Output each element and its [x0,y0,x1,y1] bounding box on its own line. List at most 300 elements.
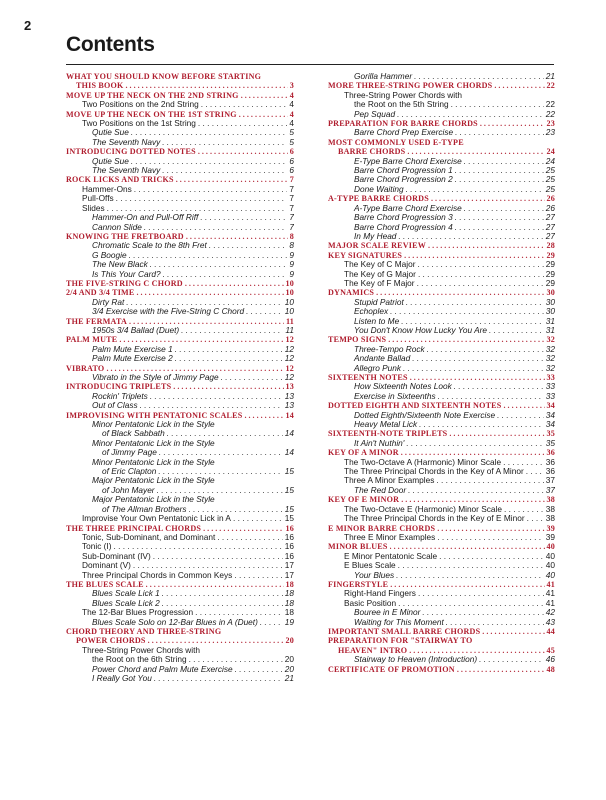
toc-entry [66,354,294,363]
toc-entry [66,157,294,166]
toc-heading [328,251,555,260]
toc-entry [328,561,555,570]
leader-dots [159,448,283,457]
toc-entry-title: TEMPO SIGNS [328,335,387,345]
leader-dots [464,204,544,213]
toc-entry-title: The Two-Octave A (Harmonic) Minor Scale [344,457,502,467]
toc-heading [328,288,555,297]
toc-entry-title: 2/4 AND 3/4 TIME [66,288,135,298]
leader-dots [489,326,544,335]
leader-dots [494,81,544,90]
leader-dots [114,542,283,551]
toc-entry-title: Allegro Punk [354,363,402,373]
toc-entry-title: Dominant (V) [82,561,131,571]
leader-dots [464,157,544,166]
toc-heading [328,194,555,203]
toc-entry [66,204,294,213]
toc-page-number: 31 [545,325,555,335]
toc-entry-title: the Root on the 6th String [92,655,187,665]
toc-entry-title: The Three Principal Chords in the Key of A Minor [344,467,524,477]
toc-heading [66,110,294,119]
toc-entry-title: It Ain't Nuthin' [354,438,405,448]
toc-entry-title: Pull-Offs [82,194,114,204]
toc-entry [66,119,294,128]
toc-entry-title: In My Head [354,231,397,241]
toc-page-number: 30 [546,288,555,298]
toc-heading [66,81,294,90]
toc-entry [328,100,555,109]
toc-entry [66,467,294,476]
toc-page-number: 6 [289,166,294,176]
toc-page-number: 12 [284,344,294,354]
toc-entry-title: 3/4 Exercise with the Five-String C Chord [92,307,245,317]
toc-entry [328,476,555,485]
leader-dots [396,571,544,580]
toc-page-number: 12 [285,363,294,373]
page-number: 2 [24,18,32,33]
toc-heading [66,524,294,533]
leader-dots [129,251,288,260]
toc-entry [328,411,555,420]
toc-entry [66,542,294,551]
toc-entry-title: Three E Minor Examples [344,532,436,542]
toc-page-number: 29 [545,278,555,288]
leader-dots [437,533,543,542]
toc-page-number: 41 [545,589,555,599]
toc-entry [66,618,294,627]
toc-page-number: 20 [284,664,294,674]
toc-entry [66,326,294,335]
toc-entry-title: Three-String Power Chords with [82,645,201,655]
toc-entry-title: HEAVEN" INTRO [338,645,408,655]
toc-entry-title: Blues Scale Lick 1 [92,589,160,599]
toc-page-number: 21 [545,72,555,81]
leader-dots [398,561,544,570]
toc-page-number: 19 [284,617,294,627]
toc-entry-title: MOST COMMONLY USED E-TYPE [328,137,464,147]
toc-entry [66,298,294,307]
leader-dots [154,674,283,683]
toc-entry [328,571,555,580]
toc-entry-title: Power Chord and Palm Mute Exercise [92,664,233,674]
toc-entry-title: THE FIVE-STRING C CHORD [66,278,183,288]
toc-entry-title: Echoplex [354,307,389,317]
toc-entry [66,345,294,354]
leader-dots [158,467,282,476]
toc-entry [66,505,294,514]
leader-dots [482,627,544,636]
leader-dots [221,373,283,382]
leader-dots [217,533,282,542]
toc-page-number: 16 [284,542,294,552]
toc-page-number: 23 [545,128,555,138]
toc-page-number: 43 [545,617,555,627]
leader-dots [408,486,544,495]
toc-entry [328,345,555,354]
toc-entry [328,655,555,664]
toc-page-number: 7 [289,222,294,232]
leader-dots [201,100,288,109]
toc-entry-title: The Three Principal Chords in the Key of E Minor [344,514,525,524]
toc-entry [66,401,294,410]
toc-page-number: 46 [545,655,555,665]
toc-entry-title: Three A Minor Examples [344,476,435,486]
toc-page-number: 7 [289,184,294,194]
toc-heading [328,646,555,655]
toc-entry-title: KEY SIGNATURES [328,250,403,260]
leader-dots [503,458,544,467]
toc-page-number: 12 [285,335,294,345]
toc-heading [328,335,555,344]
toc-entry-title: IMPORTANT SMALL BARRE CHORDS [328,626,481,636]
toc-entry [328,260,555,269]
toc-page-number: 29 [545,260,555,270]
leader-dots [133,561,283,570]
toc-entry [66,655,294,664]
toc-entry-title: The Key of F Major [344,278,415,288]
leader-dots [455,175,544,184]
toc-entry-title: CHORD THEORY AND THREE-STRING [66,626,222,636]
toc-page-number: 32 [545,363,555,373]
toc-entry [66,608,294,617]
toc-entry-title: Minor Pentatonic Lick in the Style [92,420,215,430]
toc-page-number: 11 [285,316,294,326]
toc-entry-title: SIXTEENTH-NOTE TRIPLETS [328,429,448,439]
toc-heading [66,91,294,100]
toc-entry-title: Dirty Rat [92,297,125,307]
toc-heading [328,241,555,250]
toc-entry-title: VIBRATO [66,363,105,373]
leader-dots [446,618,544,627]
toc-heading [328,373,555,382]
toc-page-number: 35 [546,429,555,439]
toc-page-number: 22 [545,100,555,110]
toc-entry-title: Barre Chord Progression 2 [354,175,453,185]
toc-page-number: 41 [545,598,555,608]
toc-page-number: 36 [546,448,555,458]
leader-dots [398,232,543,241]
toc-entry-title: The New Black [92,260,148,270]
toc-entry-title: Pep Squad [354,109,396,119]
toc-entry-title: PREPARATION FOR "STAIRWAY TO [328,636,473,646]
toc-page-number: 15 [284,514,294,524]
toc-heading [328,542,555,551]
toc-page-number: 13 [285,382,294,392]
leader-dots [401,495,544,504]
toc-entry-title: Gorilla Hammer [354,72,413,81]
title-rule [66,64,554,65]
leader-dots [503,401,544,410]
leader-dots [455,128,544,137]
toc-heading [328,665,555,674]
toc-heading [328,138,555,147]
leader-dots [131,128,287,137]
leader-dots [497,411,544,420]
leader-dots [390,580,544,589]
toc-page-number: 14 [285,410,294,420]
toc-entry-title: Is This Your Card? [92,269,161,279]
toc-entry [328,157,555,166]
toc-entry-title: MORE THREE-STRING POWER CHORDS [328,81,493,91]
leader-dots [390,542,545,551]
toc-entry-title: E-Type Barre Chord Exercise [354,156,462,166]
leader-dots [455,213,544,222]
toc-entry [328,166,555,175]
leader-dots [209,241,288,250]
toc-heading [66,147,294,156]
toc-page-number: 9 [289,269,294,279]
leader-dots [388,335,544,344]
toc-entry-title: Bouree in E Minor [354,608,421,618]
toc-entry-title: Andante Ballad [354,354,411,364]
toc-entry-title: E Blues Scale [344,561,396,571]
toc-page-number: 26 [545,203,555,213]
leader-dots [134,185,288,194]
leader-dots [451,100,544,109]
toc-page-number: 10 [284,307,294,317]
toc-entry-title: G Boogie [92,250,127,260]
toc-heading [328,401,555,410]
leader-dots [398,599,544,608]
toc-page-number: 23 [546,119,555,129]
toc-entry [66,571,294,580]
toc-page-number: 31 [545,316,555,326]
toc-entry [328,364,555,373]
toc-page-number: 39 [546,523,555,533]
toc-heading [328,81,555,90]
toc-entry [66,392,294,401]
toc-page-number: 4 [289,100,294,110]
toc-entry-title: Blues Scale Lick 2 [92,598,160,608]
toc-entry [66,458,294,467]
toc-entry-title: of Black Sabbath [102,429,165,439]
leader-dots [126,298,282,307]
toc-entry-title: Barre Chord Progression 1 [354,166,453,176]
toc-entry-title: MOVE UP THE NECK ON THE 1ST STRING [66,109,237,119]
toc-heading [66,636,294,645]
toc-page-number: 36 [545,467,555,477]
toc-entry-title: Minor Pentatonic Lick in the Style [92,438,215,448]
toc-entry-title: Palm Mute Exercise 1 [92,344,173,354]
toc-page-number: 26 [546,194,555,204]
toc-entry-title: Hammer-On and Pull-Off Riff [92,213,199,223]
toc-entry-title: Three-Tempo Rock [354,344,425,354]
toc-heading [328,147,555,156]
leader-dots [449,429,544,438]
toc-entry [328,317,555,326]
leader-dots [526,467,544,476]
toc-entry [66,307,294,316]
toc-page-number: 14 [284,429,294,439]
toc-page-number: 40 [545,561,555,571]
toc-page-number: 13 [284,401,294,411]
toc-entry [328,354,555,363]
toc-heading [66,627,294,636]
toc-entry-title: Barre Chord Prep Exercise [354,128,454,138]
leader-dots [186,232,288,241]
toc-page-number: 16 [284,551,294,561]
toc-page-number: 30 [545,297,555,307]
toc-page-number: 24 [545,156,555,166]
toc-entry [328,420,555,429]
toc-entry [328,533,555,542]
toc-page-number: 38 [546,495,555,505]
toc-entry-title: MINOR BLUES [328,542,388,552]
toc-entry-title: 1950s 3/4 Ballad (Duet) [92,325,180,335]
toc-heading [328,636,555,645]
toc-entry-title: E MINOR BARRE CHORDS [328,523,436,533]
toc-entry-title: of John Mayer [102,485,155,495]
toc-heading [66,317,294,326]
leader-dots [414,72,544,81]
toc-entry [328,458,555,467]
toc-entry [66,674,294,683]
toc-entry-title: Barre Chord Progression 3 [354,213,453,223]
toc-entry [66,260,294,269]
leader-dots [189,505,283,514]
toc-entry [328,382,555,391]
toc-entry-title: E Minor Pentatonic Scale [344,551,438,561]
toc-entry [66,439,294,448]
toc-page-number: 45 [546,645,555,655]
toc-page-number: 38 [545,504,555,514]
toc-page-number: 4 [289,119,294,129]
leader-dots [422,608,543,617]
leader-dots [419,420,544,429]
toc-heading [328,580,555,589]
toc-entry [66,589,294,598]
toc-entry [66,665,294,674]
toc-page-number: 29 [546,250,555,260]
toc-page-number: 5 [289,137,294,147]
toc-entry [328,552,555,561]
toc-entry-title: THE BLUES SCALE [66,579,144,589]
toc-entry [328,326,555,335]
toc-page-number: 12 [284,354,294,364]
toc-right-column [328,72,555,674]
toc-entry-title: Listen to Me [354,316,400,326]
toc-entry-title: DYNAMICS [328,288,375,298]
toc-entry [328,514,555,523]
toc-entry [328,298,555,307]
leader-dots [181,326,283,335]
leader-dots [397,110,544,119]
toc-entry-title: Your Blues [354,570,395,580]
toc-entry-title: Rockin' Triplets [92,391,148,401]
leader-dots [376,288,544,297]
toc-entry-title: Tonic, Sub-Dominant, and Dominant [82,532,216,542]
toc-page-number: 40 [545,570,555,580]
toc-page-number: 12 [284,373,294,382]
toc-entry-title: FINGERSTYLE [328,579,389,589]
toc-page-number: 36 [545,457,555,467]
leader-dots [148,636,284,645]
toc-page-number: 13 [284,391,294,401]
toc-entry-title: A-TYPE BARRE CHORDS [328,194,429,204]
toc-heading [66,232,294,241]
toc-page-number: 29 [545,269,555,279]
leader-dots [431,194,545,203]
toc-page-number: 3 [289,81,294,91]
toc-entry-title: SIXTEENTH NOTES [328,373,408,382]
toc-page-number: 10 [285,278,294,288]
leader-dots [163,270,288,279]
toc-entry-title: IMPROVISING WITH PENTATONIC SCALES [66,410,243,420]
leader-dots [157,486,283,495]
leader-dots [455,223,544,232]
toc-entry-title: Sub-Dominant (IV) [82,551,151,561]
toc-page-number: 6 [289,147,294,157]
toc-entry [66,166,294,175]
toc-entry-title: Three-String Power Chords with [344,90,463,100]
leader-dots [162,166,287,175]
leader-dots [406,185,544,194]
toc-entry-title: Vibrato in the Style of Jimmy Page [92,373,219,382]
toc-entry [66,552,294,561]
toc-entry-title: Heavy Metal Lick [354,420,418,430]
toc-entry-title: Two Positions on the 1st String [82,119,196,129]
toc-entry [66,599,294,608]
leader-dots [167,429,283,438]
leader-dots [125,81,287,90]
toc-entry-title: Blues Scale Solo on 12-Bar Blues in A (Duet) [92,617,258,627]
toc-page-number: 33 [545,391,555,401]
toc-entry-title: CERTIFICATE OF PROMOTION [328,664,455,674]
toc-entry [328,392,555,401]
toc-entry-title: Qutie Sue [92,128,129,138]
leader-dots [409,646,544,655]
toc-entry-title: A-Type Barre Chord Exercise [354,203,462,213]
toc-entry-title: Three Principal Chords in Common Keys [82,570,233,580]
toc-entry [66,194,294,203]
toc-page-number: 6 [289,156,294,166]
toc-entry-title: THE FERMATA [66,316,128,326]
toc-page-number: 37 [545,476,555,486]
toc-page-number: 42 [545,608,555,618]
leader-dots [437,524,544,533]
toc-page-number: 32 [546,335,555,345]
toc-entry [66,241,294,250]
toc-entry-title: Tonic (I) [82,542,112,552]
toc-entry [66,251,294,260]
leader-dots [438,392,544,401]
leader-dots [150,260,288,269]
leader-dots [427,345,544,354]
toc-page-number: 34 [545,420,555,430]
toc-entry-title: Major Pentatonic Lick in the Style [92,495,215,505]
toc-page-number: 25 [545,166,555,176]
toc-entry-title: Stupid Patriot [354,297,404,307]
toc-entry-title: WHAT YOU SHOULD KNOW BEFORE STARTING [66,72,262,81]
toc-entry [328,128,555,137]
toc-page-number: 5 [289,128,294,138]
toc-page-number: 22 [546,81,555,91]
toc-entry-title: PREPARATION FOR BARRE CHORDS [328,119,478,129]
toc-entry-title: Qutie Sue [92,156,129,166]
toc-entry-title: Dotted Eighth/Sixteenth Note Exercise [354,410,496,420]
toc-heading [66,335,294,344]
toc-heading [328,448,555,457]
leader-dots [162,599,283,608]
toc-page-number: 14 [284,448,294,458]
toc-page-number: 27 [545,213,555,223]
toc-entry-title: Cannon Slide [92,222,142,232]
toc-page-number: 10 [284,297,294,307]
toc-entry-title: KNOWING THE FRETBOARD [66,231,184,241]
toc-entry-title: The Seventh Navy [92,166,161,176]
leader-dots [140,401,283,410]
leader-dots [162,138,287,147]
